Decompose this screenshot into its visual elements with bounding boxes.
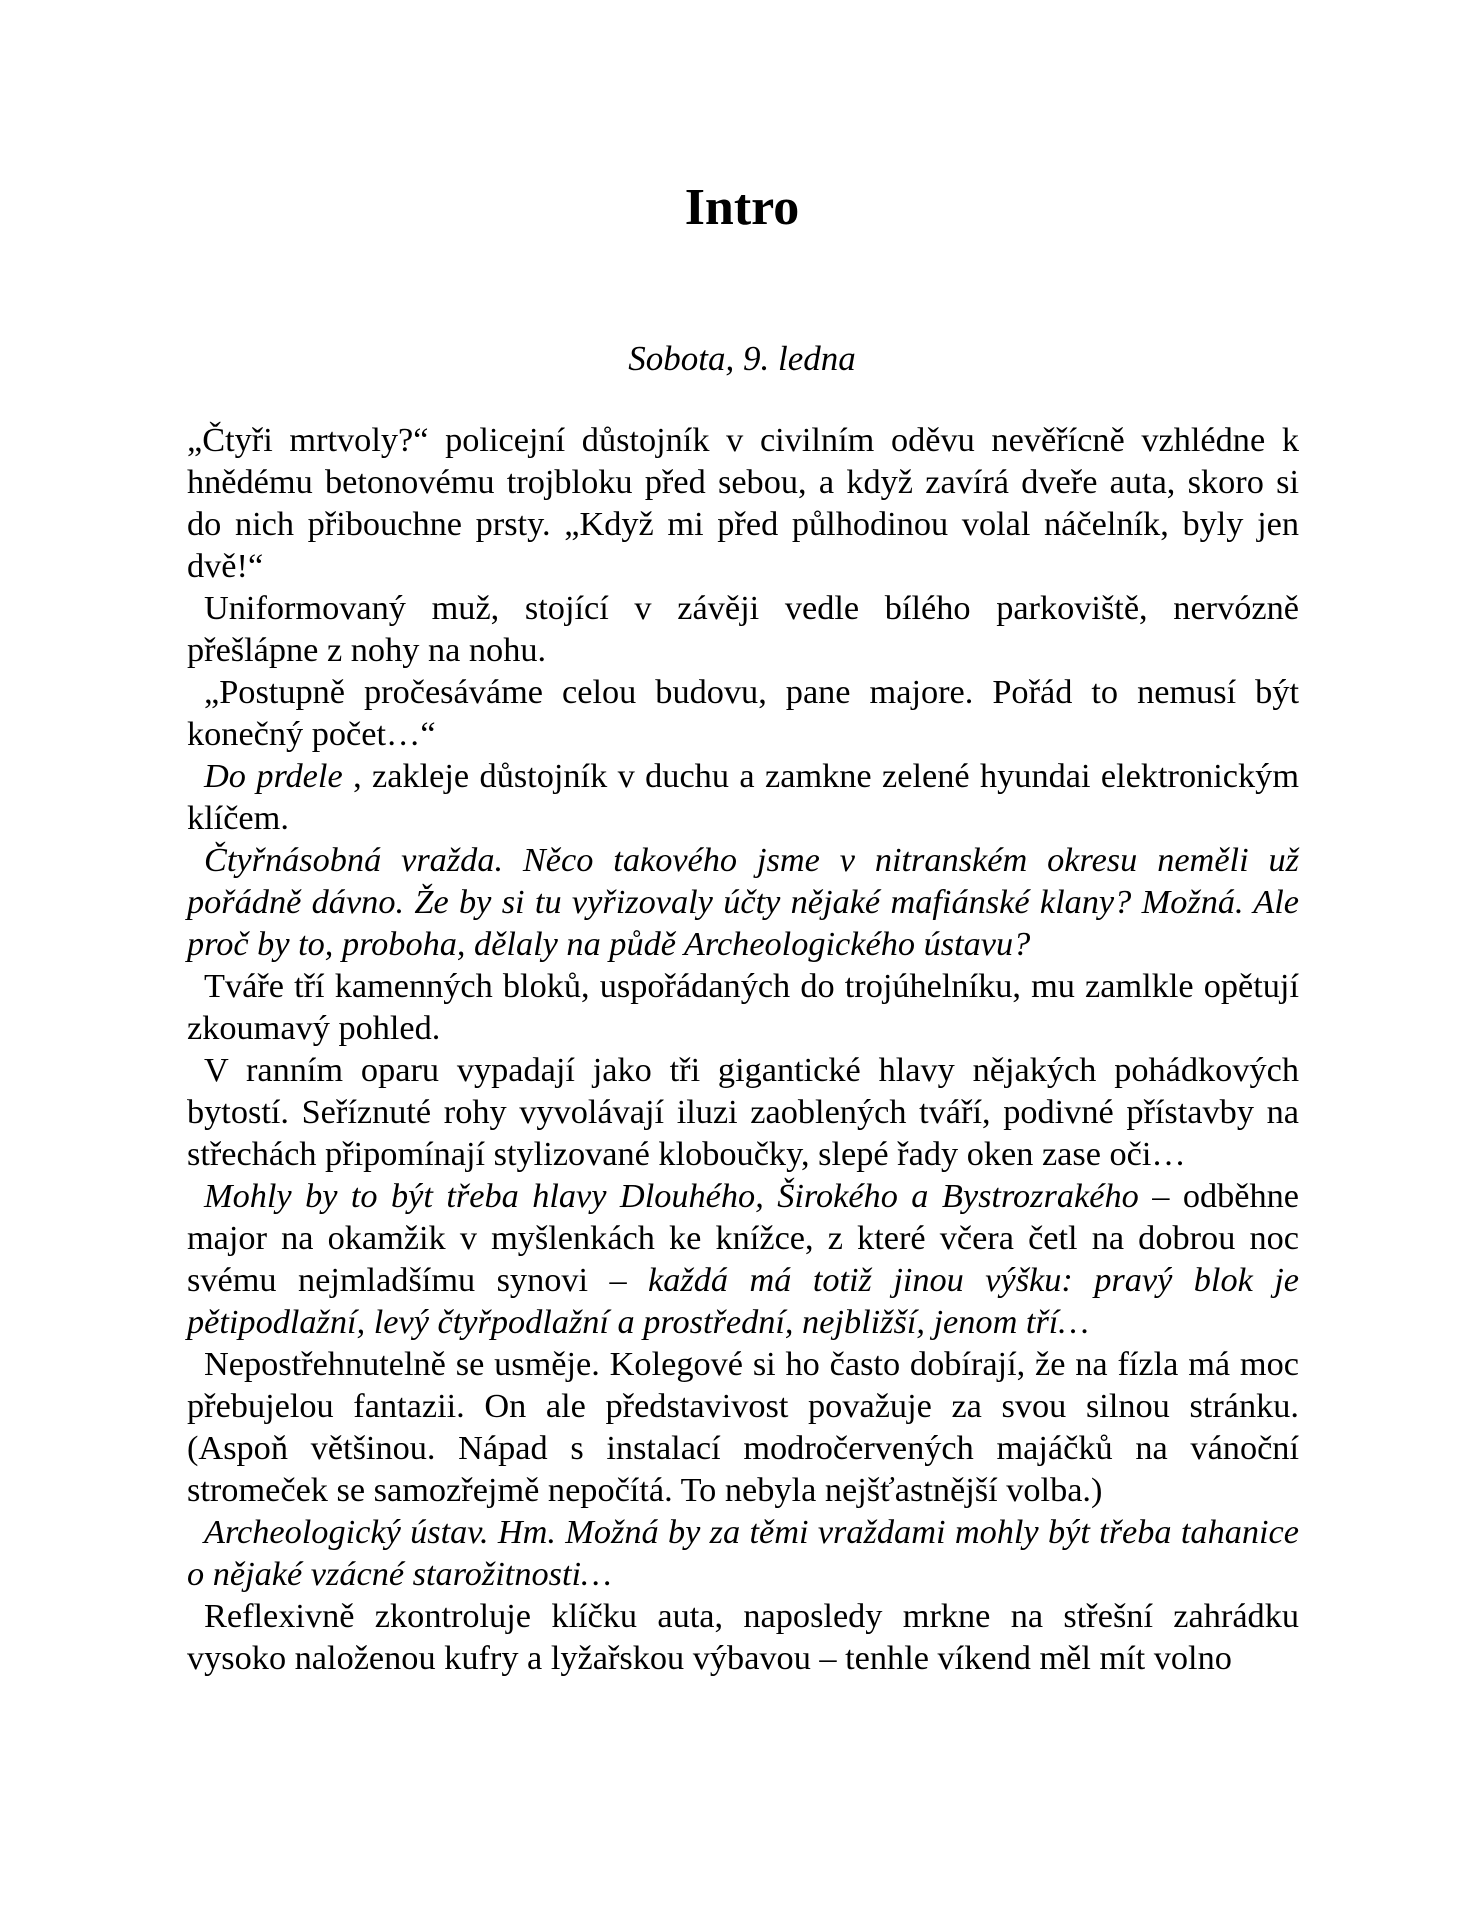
italic-text: Archeologický ústav. Hm. Možná by za těmi vraždami mohly být třeba tahanice o nějaké vzácné starožitnosti…	[187, 1513, 1299, 1593]
paragraph	[187, 1175, 1299, 1343]
paragraph	[187, 587, 1299, 671]
paragraph	[187, 1595, 1299, 1679]
italic-text: Do prdele	[204, 757, 343, 795]
chapter-title: Intro	[684, 179, 800, 236]
paragraph	[187, 755, 1299, 839]
italic-text: každá má totiž jinou výšku: pravý blok je pětipodlažní, levý čtyřpodlažní a prostřední, nejbližší, jenom tří…	[187, 1261, 1300, 1341]
text-run: Tváře tří kamenných bloků, uspořádaných do trojúhelníku, mu zamlkle opětují zkoumavý pohled.	[187, 967, 1299, 1047]
paragraph	[187, 839, 1299, 965]
text-run: Reflexivně zkontroluje klíčku auta, naposledy mrkne na střešní zahrádku vysoko naloženou kufry a lyžařskou výbavou – tenhle víkend měl mít volno	[187, 1597, 1299, 1677]
chapter-dateline: Sobota, 9. ledna	[628, 339, 856, 378]
paragraph	[187, 965, 1299, 1049]
paragraph	[187, 1343, 1299, 1511]
text-run: „Čtyři mrtvoly?“ policejní důstojník v civilním oděvu nevěřícně vzhlédne k hnědému betonovému trojbloku před sebou, a když zavírá dveře auta, skoro si do nich přibouchne prsty. „Když mi před půlhodinou volal náčelník, byly jen dvě!“	[187, 421, 1299, 585]
italic-text: Mohly by to být třeba hlavy Dlouhého, Širokého a Bystrozrakého	[204, 1177, 1139, 1215]
paragraph	[187, 1049, 1299, 1175]
text-run: Nepostřehnutelně se usměje. Kolegové si ho často dobírají, že na fízla má moc přebujelou fantazii. On ale představivost považuje za svou silnou stránku. (Aspoň většinou. Nápad s instalací modročervených majáčků na vánoční stromeček se samozřejmě nepočítá. To nebyla nejšťastnější volba.)	[187, 1345, 1299, 1509]
text-run: – odběhne major na okamžik v myšlenkách ke knížce, z které včera četl na dobrou noc svému nejmladšímu synovi –	[187, 1177, 1299, 1299]
text-run: , zakleje důstojník v duchu a zamkne zelené hyundai elektronickým klíčem.	[187, 757, 1299, 837]
paragraph	[187, 419, 1299, 587]
paragraph	[187, 671, 1299, 755]
italic-text: Čtyřnásobná vražda. Něco takového jsme v nitranském okresu neměli už pořádně dávno. Že by si tu vyřizovaly účty nějaké mafiánské klany? Možná. Ale proč by to, proboha, dělaly na půdě Archeologického ústavu?	[187, 841, 1299, 963]
paragraph	[187, 1511, 1299, 1595]
body-text	[187, 419, 1299, 1679]
text-run: „Postupně pročesáváme celou budovu, pane majore. Pořád to nemusí být konečný počet…“	[187, 673, 1299, 753]
text-run: V ranním oparu vypadají jako tři gigantické hlavy nějakých pohádkových bytostí. Seříznuté rohy vyvolávají iluzi zaoblených tváří, podivné přístavby na střechách připomínají stylizované kloboučky, slepé řady oken zase oči…	[187, 1051, 1299, 1173]
text-run: Uniformovaný muž, stojící v závěji vedle bílého parkoviště, nervózně přešlápne z nohy na nohu.	[187, 589, 1299, 669]
